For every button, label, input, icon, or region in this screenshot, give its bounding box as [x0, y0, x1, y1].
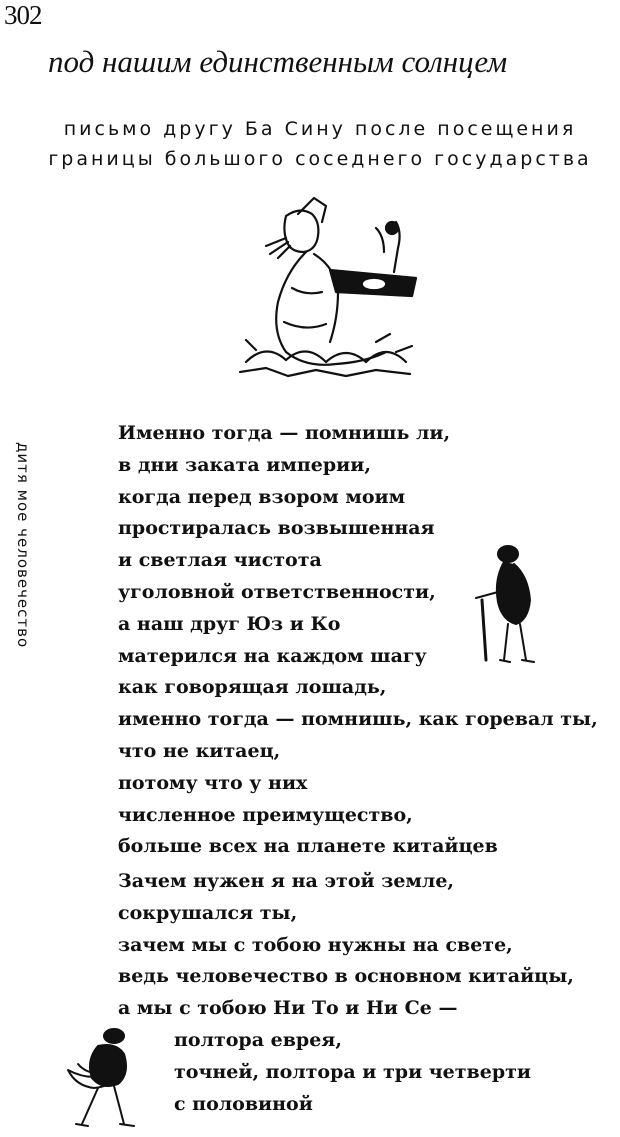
poem-line: что не китаец,	[118, 739, 281, 762]
subtitle-line: письмо другу Ба Сину после посещения	[63, 118, 577, 140]
poem-line: Именно тогда — помнишь ли,	[118, 422, 451, 444]
poem-stanza-2	[118, 866, 608, 1120]
page-title: под нашим единственным солнцем	[48, 44, 508, 79]
poem-line: ведь человечество в основном китайцы,	[118, 965, 574, 988]
subtitle-line: границы большого соседнего государства	[48, 148, 592, 170]
poem-line: сокрушался ты,	[118, 901, 298, 924]
poem-line: матерился на каждом шагу	[118, 644, 427, 667]
poem-line: в дни заката империи,	[118, 453, 371, 476]
poem-line: а мы с тобою Ни То и Ни Се —	[118, 997, 458, 1020]
poem-line: именно тогда — помнишь, как горевал ты,	[118, 708, 598, 731]
poem-line: с половиной	[174, 1092, 313, 1115]
scholar-illustration	[226, 192, 436, 382]
poem-line: точней, полтора и три четверти	[174, 1060, 531, 1083]
poem-line: потому что у них	[118, 771, 308, 794]
poem-line: простиралась возвышенная	[118, 517, 435, 540]
side-running-title: дитя мое человечество	[14, 442, 32, 649]
poem-line: и светлая чистота	[118, 549, 322, 572]
poem-line: когда перед взором моим	[118, 485, 406, 508]
poem-line: Зачем нужен я на этой земле,	[118, 870, 455, 892]
poem-stanza-1	[118, 418, 608, 863]
poem-line: больше всех на планете китайцев	[118, 835, 498, 858]
poem-line: а наш друг Юз и Ко	[118, 612, 341, 635]
poem-line: полтора еврея,	[174, 1028, 342, 1051]
page-number: 302	[4, 0, 42, 30]
poem-line: численное преимущество,	[118, 803, 413, 826]
poem-line: уголовной ответственности,	[118, 580, 436, 603]
poem-line: зачем мы с тобою нужны на свете,	[118, 933, 513, 956]
poem-line: как говорящая лошадь,	[118, 676, 387, 699]
subtitle	[40, 114, 600, 174]
